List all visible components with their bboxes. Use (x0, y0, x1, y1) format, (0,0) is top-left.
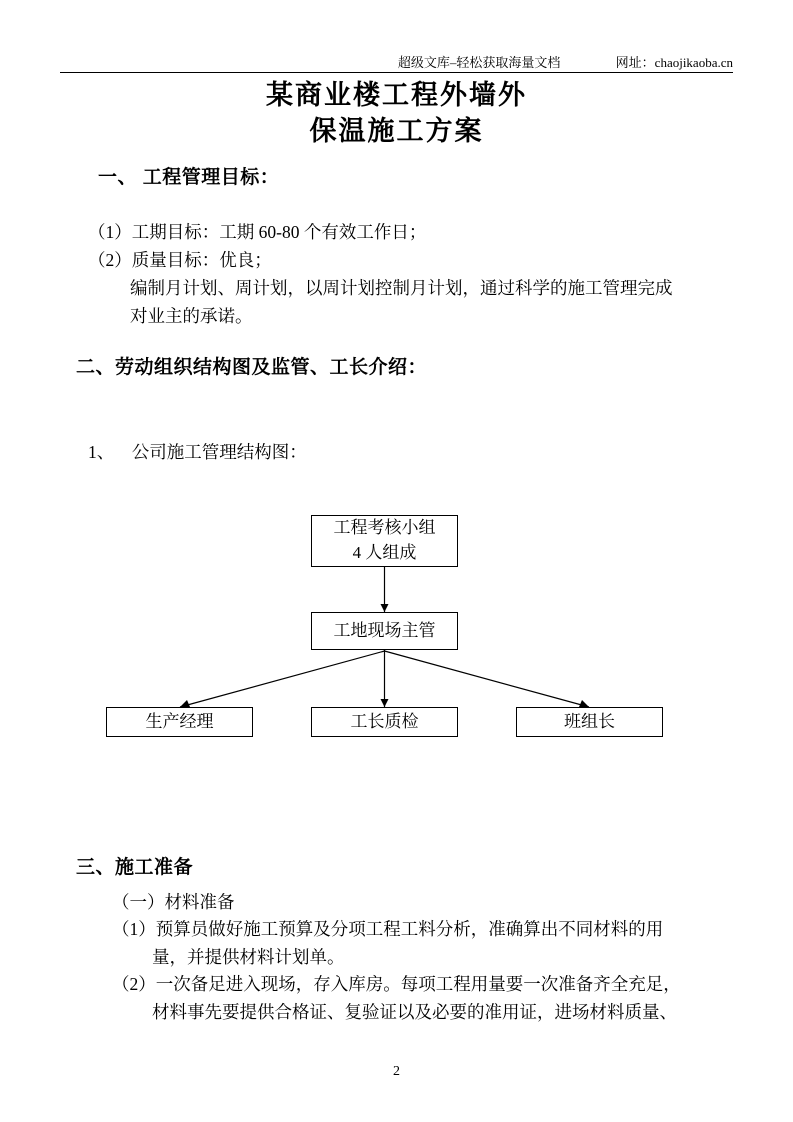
org-node-site-supervisor (311, 612, 458, 650)
org-node-site-supervisor-label: 工地现场主管 (333, 620, 436, 640)
org-node-foreman-qc-label: 工长质检 (350, 711, 419, 731)
org-node-production-manager (106, 707, 253, 737)
header-site-label: 网址： (615, 55, 655, 70)
document-title (0, 78, 793, 149)
org-chart (0, 505, 793, 755)
header-site-url: chaojikaoba.cn (654, 55, 733, 70)
goal-detail-line-2: 对业主的承诺。 (130, 306, 253, 326)
title-line-2: 保温施工方案 (309, 115, 484, 146)
org-node-team-leader (516, 707, 663, 737)
org-node-review-group-line-1: 工程考核小组 (333, 518, 436, 538)
goal-detail-line-1: 编制月计划、周计划，以周计划控制月计划，通过科学的施工管理完成 (130, 278, 673, 298)
heading-construction-preparation: 三、施工准备 (76, 857, 194, 878)
heading-organization: 二、劳动组织结构图及监管、工长介绍： (76, 357, 428, 378)
org-node-review-group (311, 515, 458, 567)
heading-project-goals: 一、 工程管理目标： (98, 167, 280, 188)
prep-subheading-materials: （一）材料准备 (112, 892, 235, 912)
prep-item-1-line-1: （1）预算员做好施工预算及分项工程工料分析，准确算出不同材料的用 (112, 919, 664, 939)
title-line-1: 某商业楼工程外墙外 (266, 80, 527, 110)
goal-schedule: （1）工期目标：工期 60-80 个有效工作日； (88, 222, 427, 242)
goal-quality: （2）质量目标：优良； (88, 250, 272, 270)
prep-item-2-line-1: （2）一次备足进入现场，存入库房。每项工程用量要一次准备齐全充足， (112, 974, 681, 994)
org-node-foreman-qc (311, 707, 458, 737)
page-header (60, 52, 733, 71)
prep-item-2-line-2: 材料事先要提供合格证、复验证以及必要的准用证，进场材料质量、 (152, 1002, 677, 1022)
org-node-review-group-line-2: 4 人组成 (352, 543, 417, 562)
header-brand: 超级文库–轻松获取海量文档 (397, 55, 561, 70)
org-node-production-manager-label: 生产经理 (145, 711, 214, 731)
org-item-1: 1、 公司施工管理结构图： (88, 442, 307, 462)
org-node-team-leader-label: 班组长 (564, 711, 615, 731)
page-number: 2 (393, 1064, 400, 1079)
header-divider (60, 72, 733, 73)
prep-item-1-line-2: 量，并提供材料计划单。 (152, 947, 345, 967)
